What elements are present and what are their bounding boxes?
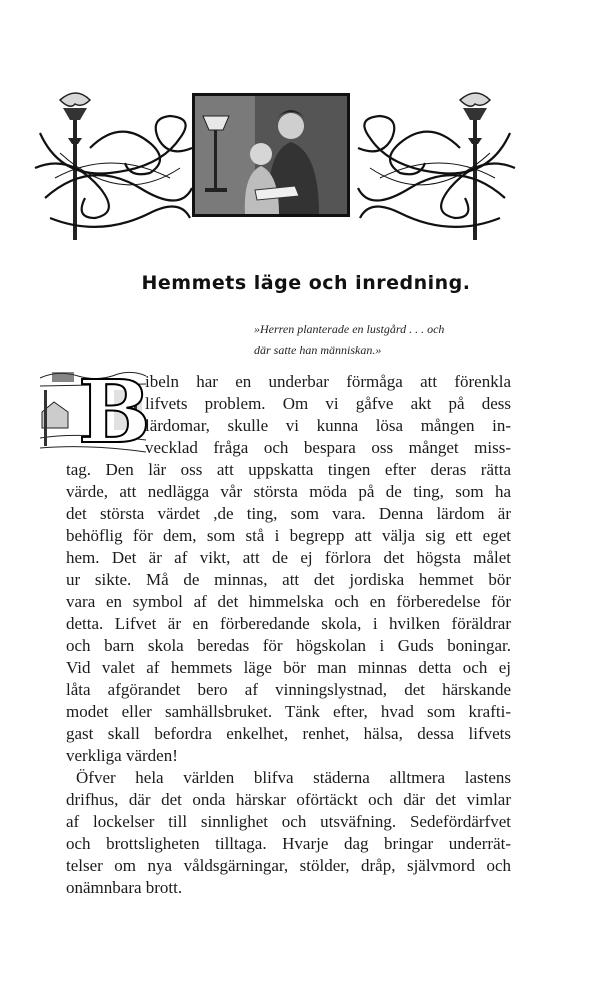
text-line: ur sikte. Må de minnas, att det jordiska hemmet bör — [66, 570, 511, 589]
decorative-drop-cap — [38, 362, 151, 463]
text-line: lifvets problem. Om vi gåfve akt på dess — [145, 394, 511, 413]
chapter-title: Hemmets läge och inredning. — [141, 272, 471, 294]
text-line: detta. Lifvet är en förberedande skola, i hvilken föräldrar — [66, 614, 511, 633]
text-line: gast skall befordra enkelhet, renhet, hälsa, dessa lifvets — [66, 724, 511, 743]
text-line: telser om nya våldsgärningar, stölder, dråp, självmord och — [66, 856, 511, 875]
text-line: af lockelser till sinnlighet och utsväfning. Sedefördärfvet — [66, 812, 511, 831]
mother-child-reading-illustration — [192, 93, 350, 217]
text-line: värde, att nedlägga vår största möda på de ting, som ha — [66, 482, 511, 501]
text-line: tag. Den lär oss att uppskatta tingen efter deras rätta — [66, 460, 511, 479]
text-line: hem. Det är af vikt, att de ej förlora det högsta målet — [66, 548, 511, 567]
text-line: vara en symbol af det himmelska och en förberedelse för — [66, 592, 511, 611]
text-line: det största värdet ,de ting, som vara. Denna lärdom är — [66, 504, 511, 523]
text-line: och barn skola beredas för högskolan i Guds boningar. — [66, 636, 511, 655]
drop-cap-letter: B — [78, 362, 151, 463]
text-line: låta afgörandet bero af vinningslystnad, det härskande — [66, 680, 511, 699]
epigraph-line-1: »Herren planterade en lustgård . . . och — [254, 322, 445, 336]
text-line: Öfver hela världen blifva städerna alltmera lastens — [76, 768, 511, 787]
text-line: lärdomar, skulle vi kunna lösa mången in- — [145, 416, 511, 435]
epigraph-line-2: där satte han människan.» — [254, 343, 382, 357]
text-line: behöflig för dem, som stå i begrepp att välja sig ett eget — [66, 526, 511, 545]
text-line: verkliga värden! — [66, 746, 178, 765]
text-line: och brottsligheten tilltaga. Hvarje dag bringar underrät- — [66, 834, 511, 853]
text-line: onämnbara brott. — [66, 878, 183, 897]
text-line: ibeln har en underbar förmåga att förenkla — [145, 372, 511, 391]
text-line: drifhus, där det onda härskar oförtäckt och där det vimlar — [66, 790, 511, 809]
epigraph — [254, 319, 524, 361]
text-line: Vid valet af hemmets läge bör man minnas detta och ej — [66, 658, 511, 677]
text-line: modet eller samhällsbruket. Tänk efter, hvad som krafti- — [66, 702, 511, 721]
text-line: vecklad fråga och bespara oss månget miss- — [145, 438, 511, 457]
